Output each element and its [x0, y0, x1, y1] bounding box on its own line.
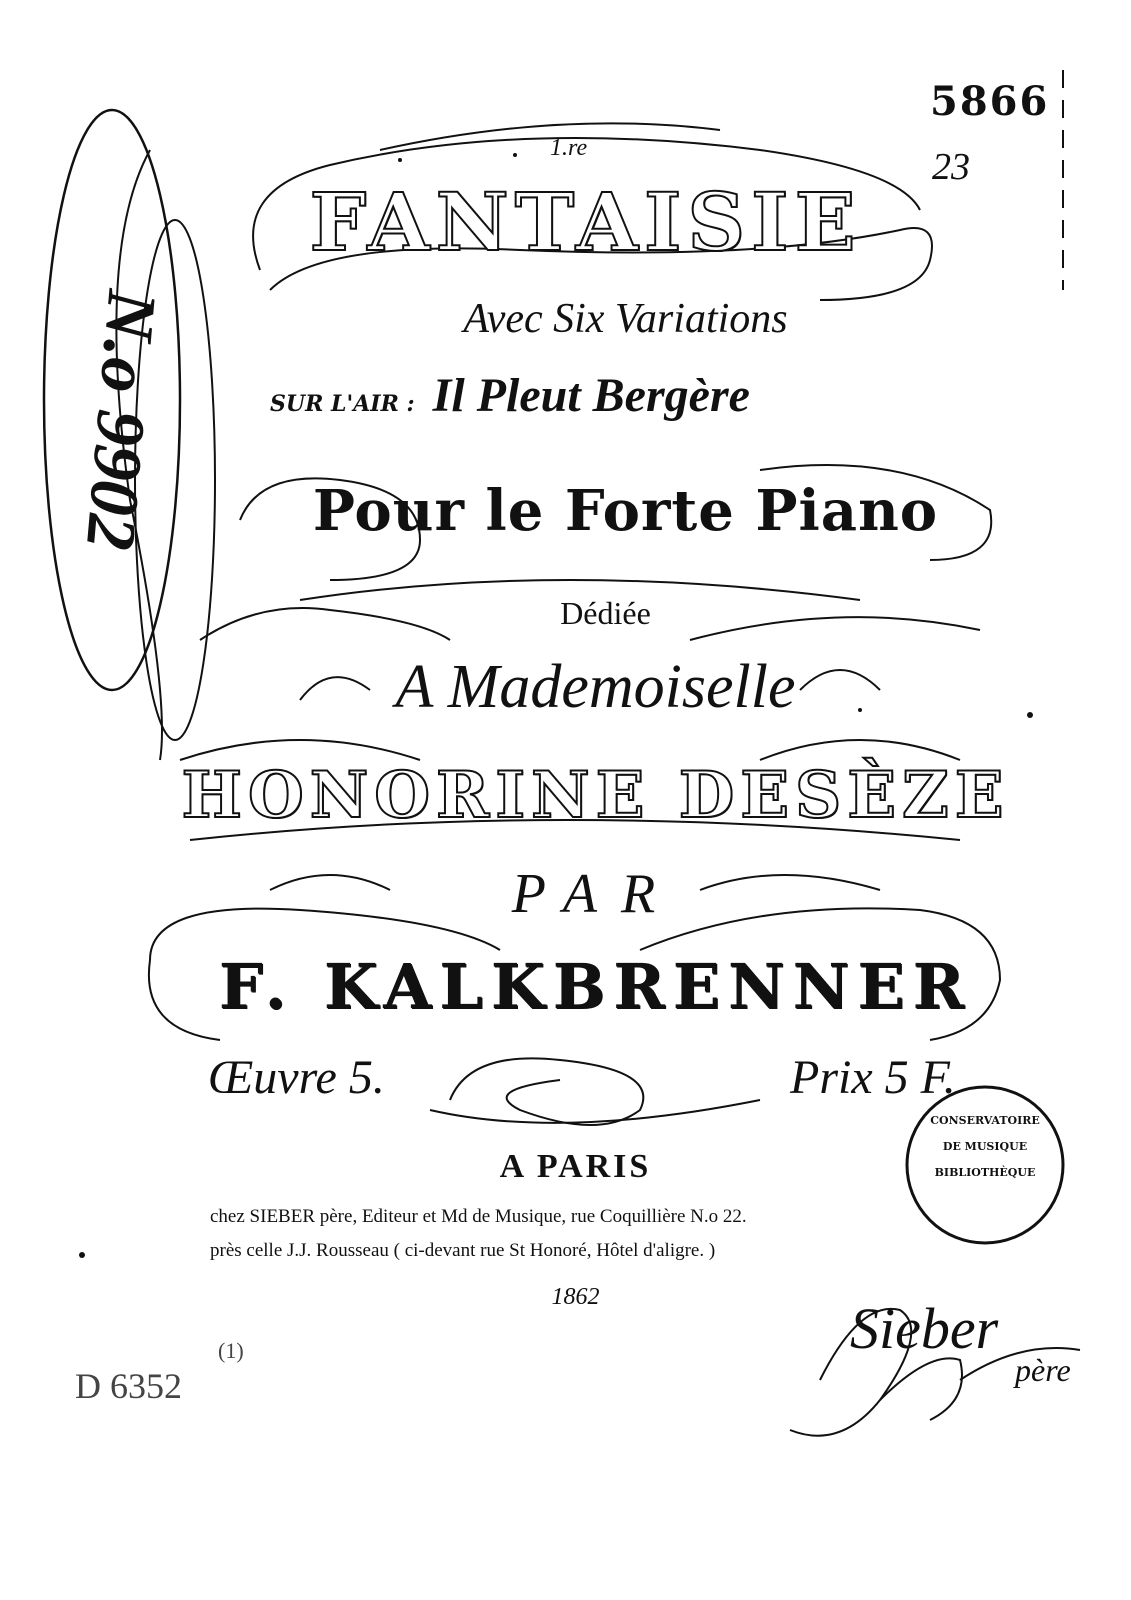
margin-mark: 23 — [932, 146, 970, 188]
catalog-number: 5866 — [930, 78, 1050, 125]
composer: F. KALKBRENNER — [218, 950, 973, 1023]
small-mark: (1) — [218, 1338, 244, 1363]
library-stamp — [915, 1110, 1055, 1184]
dedication: Dédiée — [560, 595, 651, 631]
opus: Œuvre 5. — [208, 1051, 385, 1104]
dedicatee: HONORINE DESÈZE — [181, 758, 1010, 833]
year: 1862 — [551, 1284, 600, 1310]
shelf-mark: D 6352 — [75, 1366, 182, 1406]
signature-name: Sieber — [850, 1296, 999, 1361]
title: FANTAISIE — [309, 175, 862, 269]
by-word: PAR — [511, 863, 680, 925]
publisher-line-1: chez SIEBER père, Editeur et Md de Musique, rue Coquillière N.o 22. — [210, 1206, 747, 1227]
air-name: Il Pleut Bergère — [432, 369, 750, 422]
city: A PARIS — [499, 1148, 652, 1185]
edition-number: 1.re — [550, 135, 588, 161]
instrument: Pour le Forte Piano — [312, 478, 939, 544]
price: Prix 5 F. — [790, 1051, 956, 1104]
stamp-line-3: BIBLIOTHÈQUE — [934, 1166, 1036, 1179]
stamp-line-1: CONSERVATOIRE — [930, 1114, 1040, 1127]
air-line — [270, 368, 910, 423]
stamp-line-2: DE MUSIQUE — [942, 1140, 1028, 1153]
dedicatee-prefix: A Mademoiselle — [395, 653, 796, 721]
air-prefix: SUR L'AIR : — [270, 391, 415, 417]
inventory-number: N.o 9902 — [70, 286, 171, 554]
publisher-line-2: près celle J.J. Rousseau ( ci-devant rue St Honoré, Hôtel d'aligre. ) — [210, 1240, 716, 1261]
subtitle: Avec Six Variations — [463, 296, 788, 342]
signature-suffix: père — [1015, 1352, 1071, 1388]
